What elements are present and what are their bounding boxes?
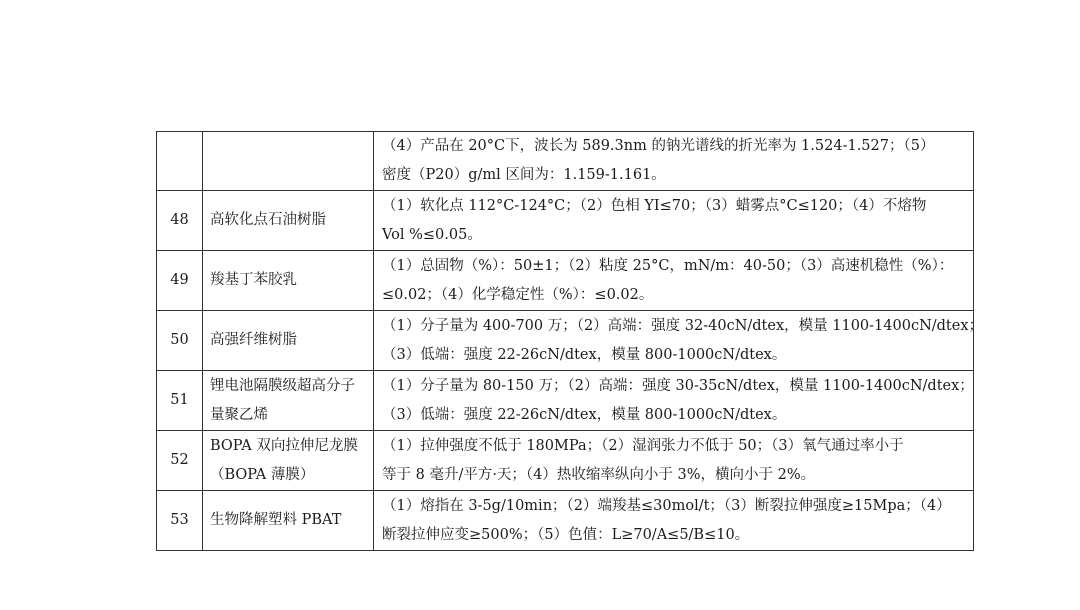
spec-line: （1）拉伸强度不低于 180MPa；（2）湿润张力不低于 50；（3）氧气通过率小于 — [382, 437, 904, 454]
product-spec — [374, 371, 974, 431]
row-number: 49 — [157, 251, 203, 311]
product-spec — [374, 311, 984, 371]
product-spec — [374, 132, 974, 191]
table-row — [157, 371, 974, 431]
spec-line: 等于 8 毫升/平方·天；（4）热收缩率纵向小于 3%，横向小于 2%。 — [382, 466, 816, 483]
row-number: 50 — [157, 311, 203, 371]
row-number — [157, 132, 203, 191]
product-spec — [374, 431, 974, 491]
product-spec — [374, 491, 974, 551]
spec-line: （1）总固物（%）：50±1；（2）粘度 25°C，mN/m：40-50；（3）高速机稳性（%）： — [382, 257, 954, 274]
product-name — [203, 132, 374, 191]
spec-line: 密度（P20）g/ml 区间为：1.159-1.161。 — [382, 167, 666, 183]
product-spec — [374, 251, 974, 311]
table-row — [157, 132, 974, 191]
table-row — [157, 251, 974, 311]
row-number: 51 — [157, 371, 203, 431]
spec-line: （4）产品在 20°C下，波长为 589.3nm 的钠光谱线的折光率为 1.524-1.527；（5） — [382, 138, 935, 154]
product-name: 高强纤维树脂 — [203, 311, 374, 371]
spec-line: （1）熔指在 3-5g/10min；（2）端羧基≤30mol/t；（3）断裂拉伸强度≥15Mpa；（4） — [382, 497, 951, 514]
row-number: 48 — [157, 191, 203, 251]
row-number: 52 — [157, 431, 203, 491]
spec-line: （3）低端：强度 22-26cN/dtex，模量 800-1000cN/dtex。 — [382, 406, 787, 423]
product-name: 高软化点石油树脂 — [203, 191, 374, 251]
product-spec — [374, 191, 974, 251]
spec-line: （1）分子量为 80-150 万；（2）高端：强度 30-35cN/dtex，模量 1100-1400cN/dtex； — [382, 377, 974, 394]
product-spec-table — [156, 131, 984, 551]
product-name: 生物降解塑料 PBAT — [203, 491, 374, 551]
table-row — [157, 491, 974, 551]
spec-line: ≤0.02；（4）化学稳定性（%）：≤0.02。 — [382, 286, 654, 303]
row-number: 53 — [157, 491, 203, 551]
product-name: BOPA 双向拉伸尼龙膜（BOPA 薄膜） — [203, 431, 374, 491]
table-row — [157, 431, 974, 491]
spec-line: （1）软化点 112°C-124°C；（2）色相 YI≤70；（3）蜡雾点°C≤120；（4）不熔物 — [382, 197, 927, 214]
product-name: 羧基丁苯胶乳 — [203, 251, 374, 311]
spec-line: （1）分子量为 400-700 万；（2）高端：强度 32-40cN/dtex，模量 1100-1400cN/dtex； — [382, 317, 984, 334]
product-name: 锂电池隔膜级超高分子量聚乙烯 — [203, 371, 374, 431]
spec-line: （3）低端：强度 22-26cN/dtex，模量 800-1000cN/dtex。 — [382, 346, 787, 363]
table-row — [157, 191, 974, 251]
spec-line: Vol %≤0.05。 — [382, 226, 482, 243]
spec-line: 断裂拉伸应变≥500%；（5）色值：L≥70/A≤5/B≤10。 — [382, 526, 750, 543]
table-row — [157, 311, 974, 371]
